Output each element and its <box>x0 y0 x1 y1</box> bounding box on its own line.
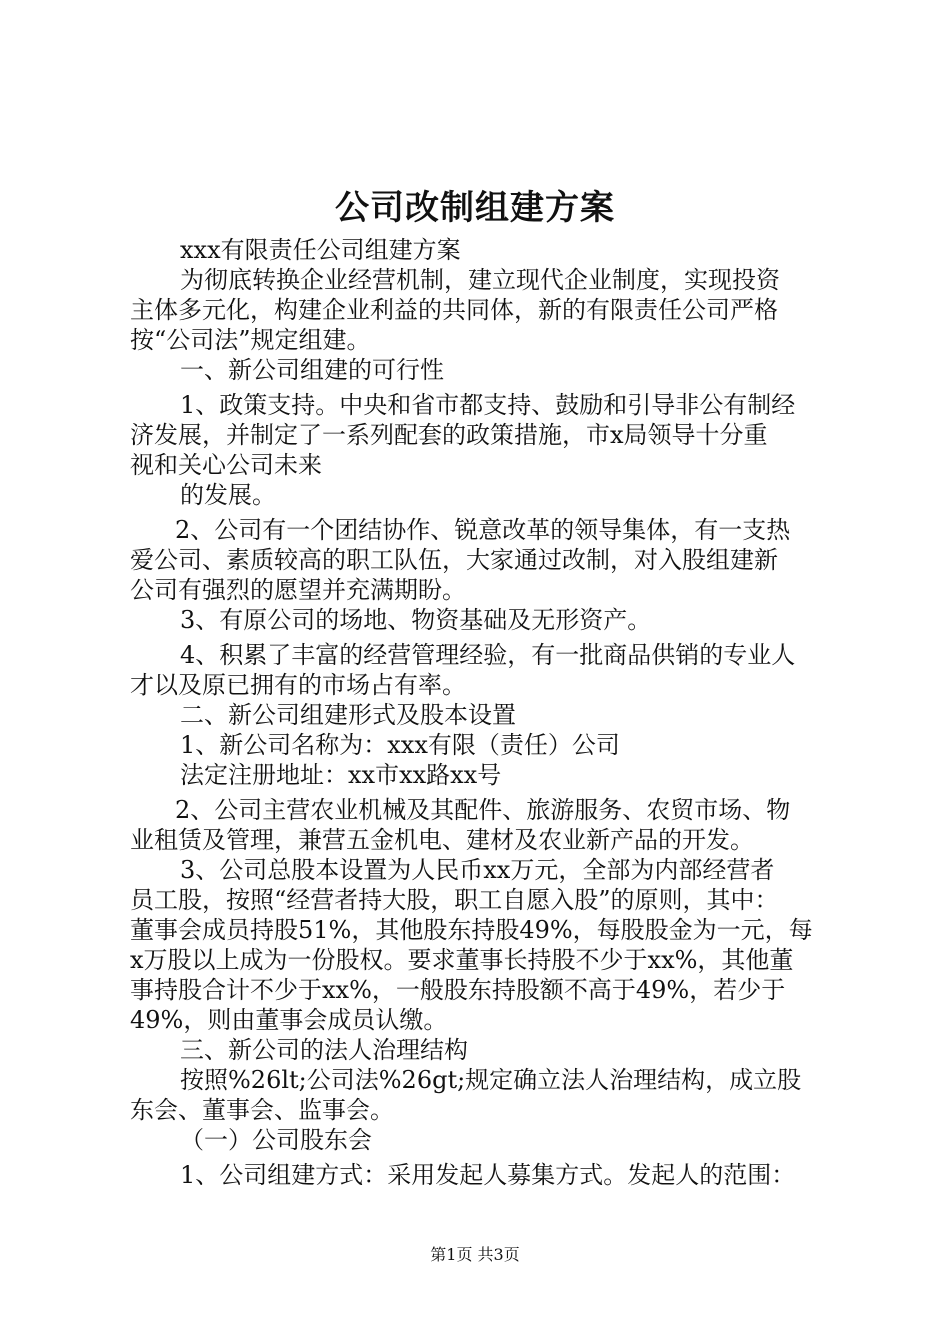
line-5: 1、政策支持。中央和省市都支持、鼓励和引导非公有制经 <box>180 391 796 419</box>
line-8: 的发展。 <box>180 481 276 509</box>
document-title: 公司改制组建方案 <box>335 188 615 228</box>
line-28: 东会、董事会、监事会。 <box>130 1096 394 1124</box>
line-19: 业租赁及管理，兼营五金机电、建材及农业新产品的开发。 <box>130 826 754 854</box>
line-22: 董事会成员持股51%，其他股东持股49%，每股股金为一元，每 <box>130 916 813 944</box>
line-23: x万股以上成为一份股权。要求董事长持股不少于xx%，其他董 <box>130 946 794 974</box>
line-21: 员工股，按照“经营者持大股，职工自愿入股”的原则，其中： <box>130 886 779 914</box>
line-1: 为彻底转换企业经营机制，建立现代企业制度，实现投资 <box>180 266 780 294</box>
line-26: 三、新公司的法人治理结构 <box>180 1036 468 1064</box>
line-16: 1、新公司名称为：xxx有限（责任）公司 <box>180 731 620 759</box>
line-20: 3、公司总股本设置为人民币xx万元，全部为内部经营者 <box>180 856 775 884</box>
line-14: 才以及原已拥有的市场占有率。 <box>130 671 466 699</box>
line-3: 按“公司法”规定组建。 <box>130 326 371 354</box>
line-9: 2、公司有一个团结协作、锐意改革的领导集体，有一支热 <box>175 516 791 544</box>
line-15: 二、新公司组建形式及股本设置 <box>180 701 516 729</box>
line-4: 一、新公司组建的可行性 <box>180 356 444 384</box>
line-18: 2、公司主营农业机械及其配件、旅游服务、农贸市场、物 <box>175 796 791 824</box>
line-13: 4、积累了丰富的经营管理经验，有一批商品供销的专业人 <box>180 641 796 669</box>
line-11: 公司有强烈的愿望并充满期盼。 <box>130 576 466 604</box>
line-12: 3、有原公司的场地、物资基础及无形资产。 <box>180 606 652 634</box>
line-6: 济发展，并制定了一系列配套的政策措施，市x局领导十分重 <box>130 421 768 449</box>
line-7: 视和关心公司未来 <box>130 451 322 479</box>
page-footer: 第1页 共3页 <box>430 1245 520 1264</box>
line-25: 49%，则由董事会成员认缴。 <box>130 1006 448 1034</box>
line-27: 按照%26lt;公司法%26gt;规定确立法人治理结构，成立股 <box>180 1066 802 1094</box>
line-10: 爱公司、素质较高的职工队伍，大家通过改制，对入股组建新 <box>130 546 778 574</box>
line-30: 1、公司组建方式：采用发起人募集方式。发起人的范围： <box>180 1161 796 1189</box>
line-2: 主体多元化，构建企业利益的共同体，新的有限责任公司严格 <box>130 296 778 324</box>
line-24: 事持股合计不少于xx%，一般股东持股额不高于49%，若少于 <box>130 976 786 1004</box>
line-0: xxx有限责任公司组建方案 <box>180 236 461 264</box>
line-17: 法定注册地址：xx市xx路xx号 <box>180 761 502 789</box>
line-29: （一）公司股东会 <box>180 1126 372 1154</box>
